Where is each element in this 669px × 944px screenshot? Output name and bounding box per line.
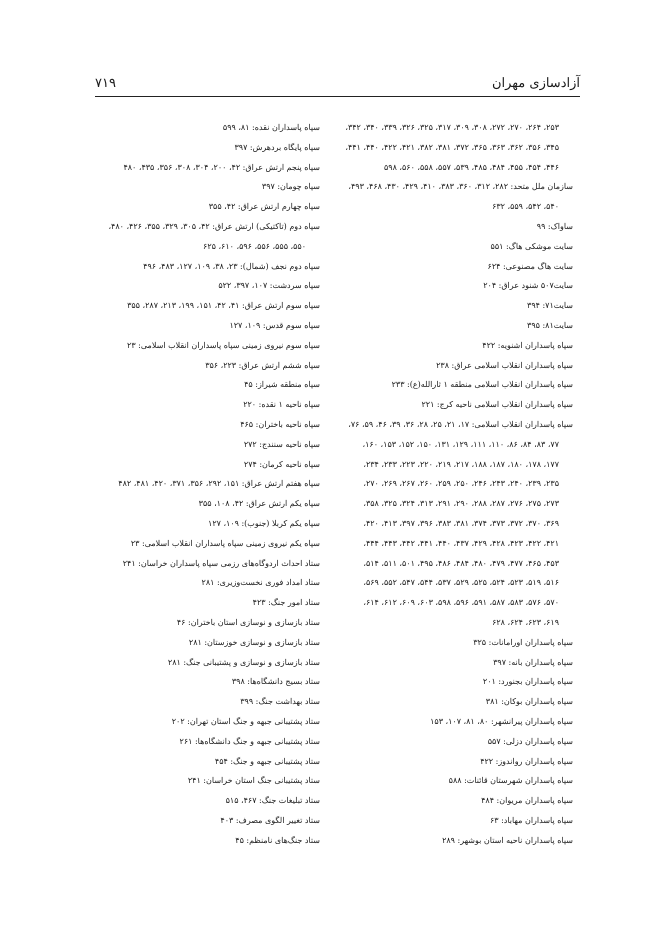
index-entry: سپاه پاسداران انقلاب اسلامی ناحیه کرج: ۲۲۱ [421,400,573,410]
index-entry: سپاه یکم نیروی زمینی سپاه پاسداران انقلاب اسلامی: ۲۳ [130,538,320,548]
index-entry: ستاد بازسازی و نوسازی و پشتیبانی جنگ: ۲۸۱ [167,657,320,667]
index-entry-continuation: ۱۷۷، ۱۷۸، ۱۸۰، ۱۸۷، ۱۸۸، ۲۱۷، ۲۱۹، ۲۲۰، ۲۲۳، ۲۳۳، ۲۳۴، [363,459,559,469]
index-entry: سپاه پاسداران اورامانات: ۳۲۵ [473,637,573,647]
index-entry-continuation: ۵۵۰، ۵۵۵، ۵۵۶، ۵۹۶، ۶۱۰، ۶۲۵ [203,241,306,251]
index-entry: سپاه ناحیه ۱ نقده: ۲۲۰ [243,400,320,410]
index-entry: ستاد بهداشت جنگ: ۳۹۹ [240,697,320,707]
index-entry: سپاه سوم ارتش عراق: ۴۱، ۴۲، ۱۵۱، ۱۹۹، ۲۱۳، ۲۸۷، ۳۵۵ [127,301,320,311]
index-entry-continuation: ۲۳۵، ۲۳۹، ۲۴۰، ۲۴۳، ۲۴۶، ۲۵۰، ۲۵۹، ۲۶۰، ۲۶۷، ۲۶۹، ۲۷۰، [363,479,559,489]
index-entry: سپاه دوم نجف (شمال): ۲۳، ۳۸، ۱۰۹، ۱۲۷، ۴۸۳، ۴۹۶ [143,261,320,271]
index-entry-continuation: ۳۶۹، ۳۷۰، ۳۷۲، ۳۷۳، ۳۷۴، ۳۸۱، ۳۸۳، ۳۹۶، ۳۹۷، ۴۱۳، ۴۲۰، [363,518,559,528]
index-entry: سپاه پاسداران نقده: ۸۱، ۵۹۹ [222,123,320,132]
index-entry: ستاد پشتیبانی جنگ استان خراسان: ۲۴۱ [187,776,320,786]
index-column-left [88,118,320,850]
index-entry-continuation: ۴۲۱، ۴۲۲، ۴۲۳، ۴۲۸، ۴۲۹، ۴۳۷، ۴۴۰، ۴۴۱، ۴۴۲، ۴۴۳، ۴۴۴، [363,538,559,548]
index-entry: سپاه هفتم ارتش عراق: ۱۵۱، ۲۹۲، ۳۵۶، ۳۷۱، ۴۲۰، ۴۸۱، ۴۸۲ [118,479,320,489]
index-entry: سپاه سردشت: ۱۰۷، ۳۹۷، ۵۲۲ [218,281,320,291]
index-entry: ستاد جنگ‌های نامنظم: ۴۵ [235,835,320,845]
index-entry: ستاد احداث اردوگاه‌های رزمی سپاه پاسداران خراسان: ۲۴۱ [122,558,320,568]
index-entry: سپاه ناحیه باختران: ۴۶۵ [240,419,320,429]
index-entry: سپاه پاسداران دزلی: ۵۵۷ [487,736,573,746]
index-entry-continuation: ۵۷۰، ۵۷۶، ۵۸۳، ۵۸۷، ۵۹۱، ۵۹۶، ۵۹۸، ۶۰۳، ۶۰۹، ۶۱۲، ۶۱۴، [363,598,559,608]
index-entry: سپاه چومان: ۳۹۷ [261,182,320,192]
index-entry: سپاه ناحیه کرمان: ۲۷۴ [243,459,320,469]
index-entry: ستاد تبلیغات جنگ: ۴۶۷، ۵۱۵ [225,796,320,806]
index-entry: سپاه سوم نیروی زمینی سپاه پاسداران انقلاب اسلامی: ۲۳ [127,340,320,350]
index-entry: سایت موشکی هاگ: ۵۵۱ [490,241,573,251]
index-entry-continuation: ۲۵۳، ۲۶۴، ۲۷۰، ۲۷۲، ۳۰۸، ۳۰۹، ۳۱۷، ۳۲۵، ۳۲۶، ۳۳۹، ۳۴۰، ۳۴۲، [345,123,559,132]
index-entry: سپاه یکم کربلا (جنوب): ۱۰۹، ۱۲۷ [208,518,320,528]
index-entry-continuation: ۴۴۶، ۴۵۴، ۴۵۵، ۴۸۴، ۴۸۵، ۵۳۹، ۵۵۷، ۵۵۸، ۵۶۰، ۵۹۸ [383,162,559,172]
index-column-right [338,118,573,850]
index-entry: سپاه پاسداران مریوان: ۴۸۴ [481,796,573,806]
index-entry-continuation: ۷۷، ۸۳، ۸۴، ۸۶، ۱۱۰، ۱۱۱، ۱۲۹، ۱۳۱، ۱۵۰، ۱۵۲، ۱۵۳، ۱۶۰، [362,439,559,449]
index-entry: سپاه پاسداران انقلاب اسلامی منطقه ۱ ثارالله(ع): ۲۳۳ [391,380,573,390]
index-entry: سپاه پاسداران اشنویه: ۴۲۲ [482,340,573,350]
index-entry-continuation: ۵۴۰، ۵۴۲، ۵۵۹، ۶۳۲ [492,202,559,212]
header-rule [95,96,580,97]
index-entry: سپاه پاسداران انقلاب اسلامی عراق: ۲۳۸ [436,360,573,370]
index-entry: سپاه سوم قدس: ۱۰۹، ۱۲۷ [229,320,320,330]
index-entry: ستاد امداد فوری نخست‌وزیری: ۲۸۱ [201,578,320,588]
index-entry: سایت۸۱: ۳۹۵ [527,320,573,330]
index-entry-continuation: ۶۱۹، ۶۲۳، ۶۲۴، ۶۲۸ [492,617,559,627]
index-entry: ستاد پشتیبانی جبهه و جنگ استان تهران: ۲۰۲ [171,716,320,726]
index-entry: سپاه یکم ارتش عراق: ۴۲، ۱۰۸، ۳۵۵ [198,499,320,509]
index-entry: ستاد بازسازی و نوسازی استان باختران: ۴۶ [176,617,320,627]
running-title: آزادسازی مهران [491,76,580,91]
index-entry: سپاه ناحیه سنندج: ۲۷۲ [243,439,320,449]
index-entry: سپاه پاسداران رواندوز: ۴۲۲ [480,756,573,766]
index-entry-continuation: ۲۷۳، ۲۷۵، ۲۷۶، ۲۸۷، ۲۸۸، ۲۹۰، ۲۹۱، ۳۱۳، ۳۲۴، ۳۲۵، ۳۵۸، [363,499,559,509]
index-entry: سپاه پنجم ارتش عراق: ۴۲، ۲۰۰، ۳۰۴، ۳۰۸، ۳۵۶، ۴۳۵، ۴۸۰ [123,162,320,172]
index-entry: ستاد تغییر الگوی مصرف: ۴۰۳ [220,815,320,825]
index-entry: سپاه پاسداران مهاباد: ۶۳ [489,815,573,825]
index-entry: سپاه چهارم ارتش عراق: ۴۲، ۳۵۵ [208,202,320,212]
index-entry: سپاه پاسداران ناحیه استان بوشهر: ۲۸۹ [442,835,573,845]
index-entry: ستاد امور جنگ: ۴۲۳ [252,598,320,608]
index-entry: سایت۷۱: ۳۹۴ [527,301,573,311]
index-entry: ستاد بسیج دانشگاه‌ها: ۳۹۸ [231,677,320,687]
index-entry: سپاه پاسداران بجنورد: ۲۰۱ [482,677,573,687]
index-entry: سپاه پایگاه بردهرش: ۳۹۷ [234,142,320,152]
index-entry: سایت۵۰۷ شنود عراق: ۲۰۴ [483,281,573,291]
index-entry: ستاد پشتیبانی جبهه و جنگ: ۴۵۴ [214,756,320,766]
page-header [95,76,580,96]
index-entry: سایت هاگ مصنوعی: ۶۲۴ [487,261,573,271]
index-entry: سپاه منطقه شیراز: ۴۵ [244,380,320,390]
index-entry: سپاه پاسداران انقلاب اسلامی: ۱۷، ۲۱، ۲۵، ۲۸، ۳۶، ۳۹، ۴۶، ۵۹، ۷۶، [348,419,573,429]
page-number: ۷۱۹ [95,76,116,91]
index-entry-continuation: ۳۴۵، ۳۵۶، ۳۶۲، ۳۶۳، ۳۶۵، ۳۷۲، ۳۸۱، ۳۸۲، ۴۲۱، ۴۲۲، ۴۴۰، ۴۴۱، [345,142,559,152]
index-entry: سپاه پاسداران بانه: ۳۹۷ [493,657,573,667]
index-entry: سپاه ششم ارتش عراق: ۲۲۳، ۳۵۶ [205,360,320,370]
index-entry-continuation: ۴۵۳، ۴۶۵، ۴۷۷، ۴۷۹، ۴۸۰، ۴۸۴، ۴۸۶، ۴۹۵، ۵۰۱، ۵۱۱، ۵۱۴، [363,558,559,568]
index-entry: سپاه پاسداران بوکان: ۳۸۱ [485,697,573,707]
index-entry: سپاه پاسداران پیرانشهر: ۸۰، ۸۱، ۱۰۷، ۱۵۳ [430,716,573,726]
index-entry: سپاه پاسداران شهرستان قائنات: ۵۸۸ [448,776,573,786]
index-entry-continuation: ۵۱۶، ۵۱۹، ۵۲۳، ۵۲۴، ۵۲۵، ۵۲۹، ۵۳۷، ۵۴۴، ۵۴۷، ۵۵۲، ۵۶۹، [363,578,559,588]
index-entry: ساواک: ۹۹ [536,221,573,231]
index-entry: سازمان ملل متحد: ۲۸۲، ۳۱۲، ۳۶۰، ۳۸۳، ۴۱۰، ۴۲۹، ۴۳۰، ۴۶۸، ۴۹۳، [348,182,573,192]
index-entry: ستاد بازسازی و نوسازی خوزستان: ۲۸۱ [188,637,320,647]
index-entry: ستاد پشتیبانی جبهه و جنگ دانشگاه‌ها: ۲۶۱ [179,736,320,746]
index-entry: سپاه دوم (تاکتیکی) ارتش عراق: ۴۲، ۳۰۵، ۳۲۹، ۳۵۵، ۴۲۶، ۴۸۰، [108,221,320,231]
